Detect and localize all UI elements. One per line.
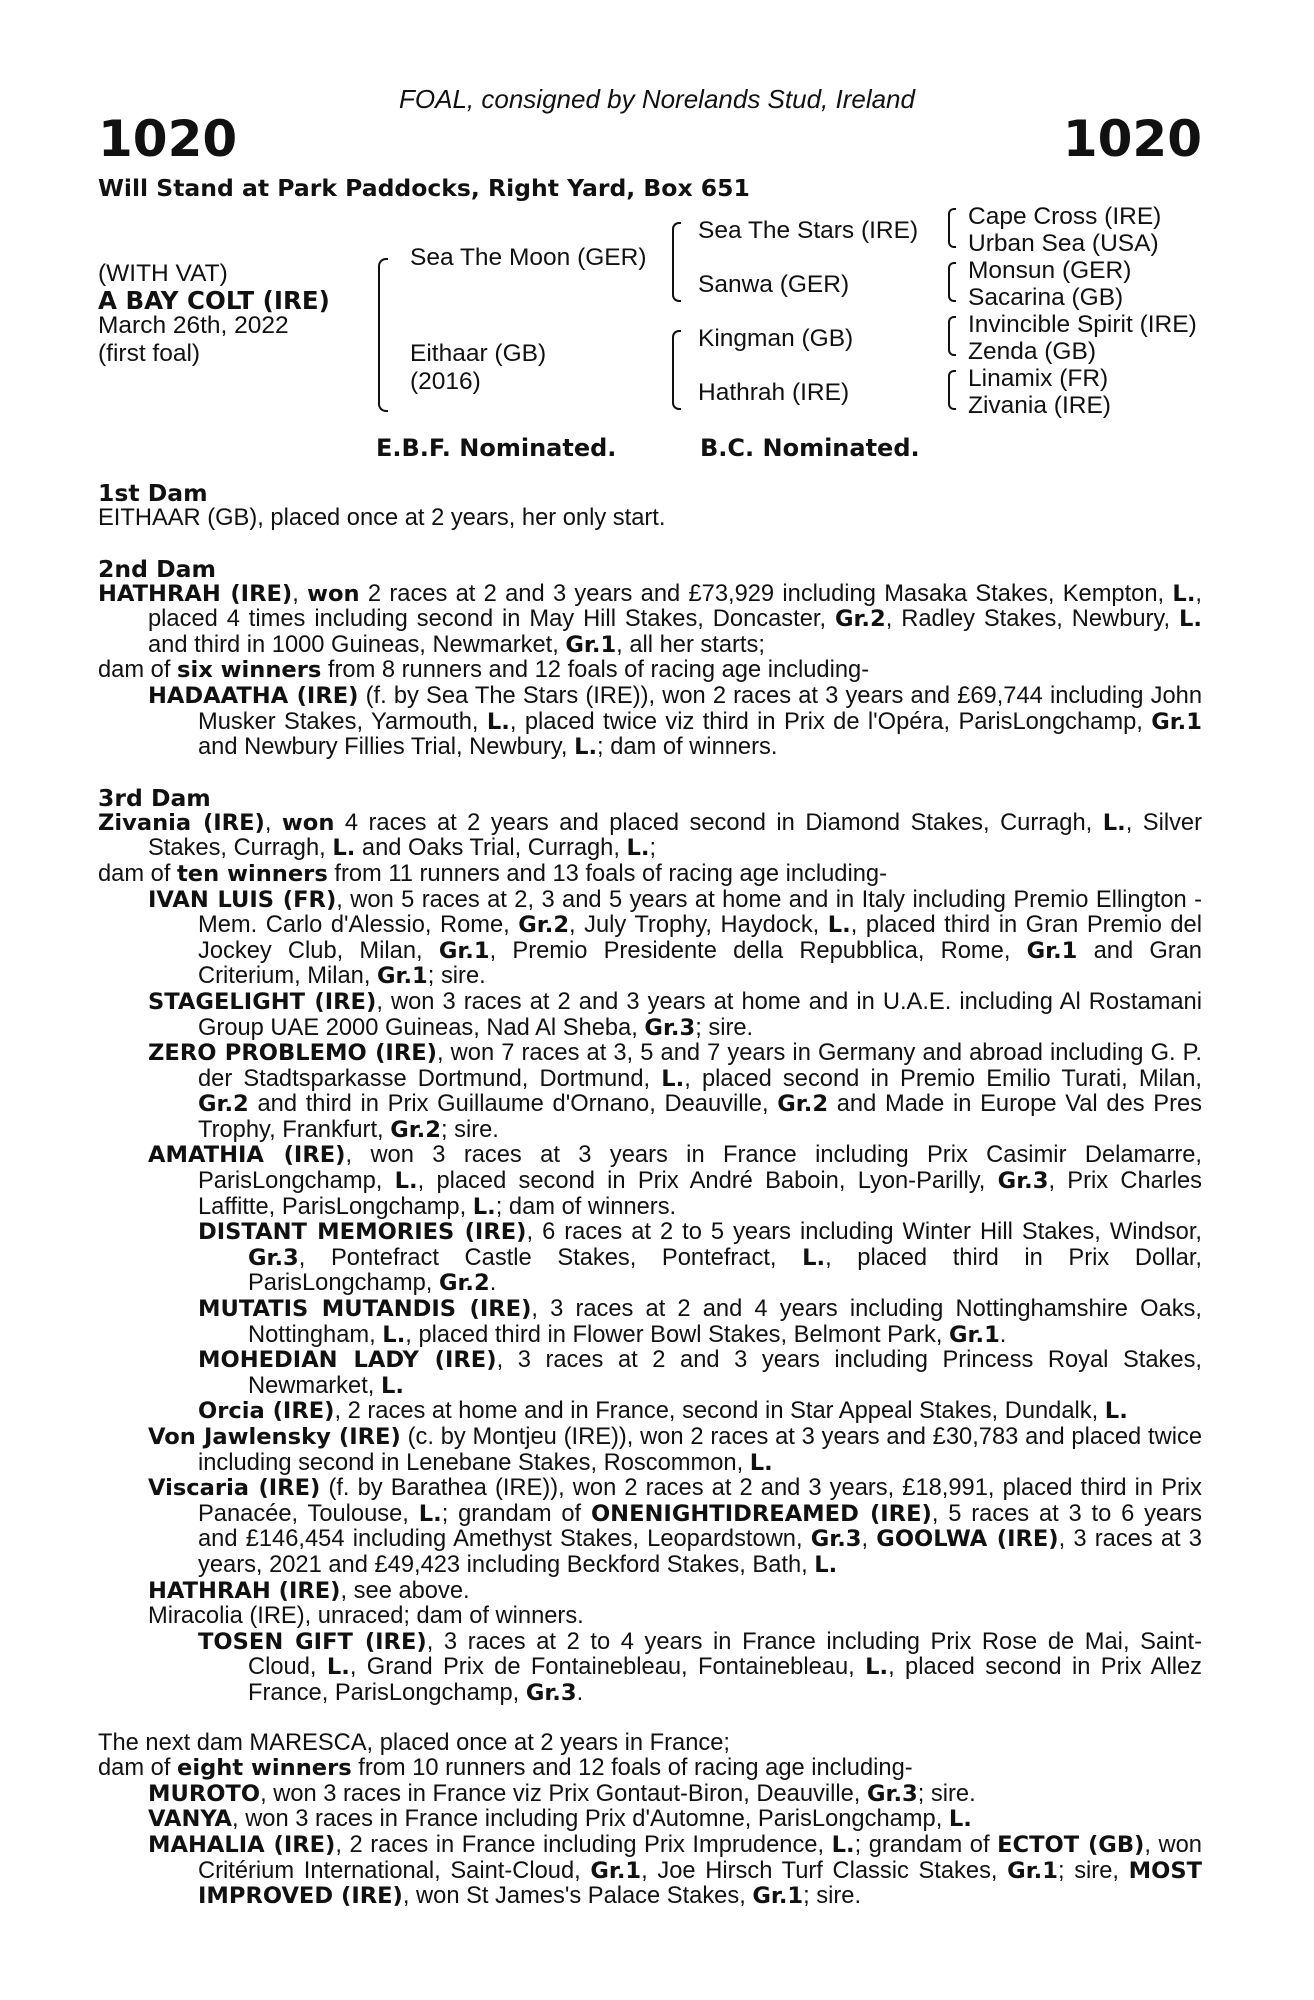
produce-entry: Von Jawlensky (IRE) (c. by Montjeu (IRE)), won 2 races at 3 years and £30,783 and placed twice including second in Lenebane Stakes, Roscommon, L. — [148, 1424, 1202, 1476]
fourth-dam-entry: The next dam MARESCA, placed once at 2 years in France; — [98, 1729, 730, 1756]
pedigree-ssd: Urban Sea (USA) — [968, 230, 1159, 257]
horse-dob: March 26th, 2022 — [98, 312, 289, 339]
pedigree-sss: Cape Cross (IRE) — [968, 203, 1162, 230]
pedigree-dam-year: (2016) — [410, 368, 481, 395]
vat-note: (WITH VAT) — [98, 260, 228, 287]
second-dam-heading: 2nd Dam — [98, 554, 216, 583]
pedigree-brace-main — [378, 258, 388, 412]
pedigree-brace-sd — [948, 262, 956, 302]
pedigree-brace-ds — [948, 316, 956, 356]
produce-entry: IVAN LUIS (FR), won 5 races at 2, 3 and 5 years at home and in Italy including Premio Ellington - Mem. Carlo d'Alessio, Rome, Gr.2, July Trophy, Haydock, L., placed third in Gran Premio del Jockey Club, Milan, Gr.1, Premio Presidente della Repubblica, Rome, Gr.1 and Gran Criterium, Milan, Gr.1; sire. — [148, 886, 1202, 990]
bc-nomination: B.C. Nominated. — [700, 434, 920, 462]
first-dam-text: EITHAAR (GB), placed once at 2 years, her only start. — [98, 505, 666, 531]
pedigree-brace-dd — [948, 370, 956, 410]
produce-entry: STAGELIGHT (IRE), won 3 races at 2 and 3 years at home and in U.A.E. including Al Rostamani Group UAE 2000 Guineas, Nad Al Sheba, Gr.3; sire. — [148, 988, 1202, 1041]
second-dam-entry: HATHRAH (IRE), won 2 races at 2 and 3 years and £73,929 including Masaka Stakes, Kempton, L., placed 4 times including second in May Hill Stakes, Doncaster, Gr.2, Radley Stakes, Newbury, L. and third in 1000 Guineas, Newmarket, Gr.1, all her starts; — [98, 580, 1202, 658]
third-dam-entry: Zivania (IRE), won 4 races at 2 years and placed second in Diamond Stakes, Curragh, L., Silver Stakes, Curragh, L. and Oaks Trial, Curragh, L.; — [98, 809, 1202, 862]
pedigree-dam: Eithaar (GB) — [410, 340, 547, 367]
horse-name: A BAY COLT (IRE) — [98, 286, 330, 315]
produce-entry: MUROTO, won 3 races in France viz Prix Gontaut-Biron, Deauville, Gr.3; sire. — [148, 1780, 976, 1807]
fourth-dam-produce: dam of eight winners from 10 runners and 12 foals of racing age including- — [98, 1755, 913, 1782]
pedigree-brace-sire — [672, 222, 681, 302]
pedigree-ddd: Zivania (IRE) — [968, 392, 1111, 419]
stand-location: Will Stand at Park Paddocks, Right Yard, Box 651 — [98, 174, 750, 202]
pedigree-sire-sire: Sea The Stars (IRE) — [698, 217, 919, 244]
produce-entry: Miracolia (IRE), unraced; dam of winners. — [148, 1603, 584, 1630]
produce-entry: MUTATIS MUTANDIS (IRE), 3 races at 2 and 4 years including Nottinghamshire Oaks, Nottingham, L., placed third in Flower Bowl Stakes, Belmont Park, Gr.1. — [198, 1296, 1202, 1348]
produce-entry: Viscaria (IRE) (f. by Barathea (IRE)), won 2 races at 2 and 3 years, £18,991, placed third in Prix Panacée, Toulouse, L.; grandam of ONENIGHTIDREAMED (IRE), 5 races at 3 to 6 years and £146,454 including Amethyst Stakes, Leopardstown, Gr.3, GOOLWA (IRE), 3 races at 3 years, 2021 and £49,423 including Beckford Stakes, Bath, L. — [148, 1475, 1203, 1578]
lot-number-right: 1020 — [1062, 110, 1202, 168]
pedigree-sire: Sea The Moon (GER) — [410, 244, 647, 271]
produce-entry: HADAATHA (IRE) (f. by Sea The Stars (IRE)), won 2 races at 3 years and £69,744 including John Musker Stakes, Yarmouth, L., placed twice viz third in Prix de l'Opéra, ParisLongchamp, Gr.1 and Newbury Fillies Trial, Newbury, L.; dam of winners. — [148, 682, 1202, 761]
produce-entry: MOHEDIAN LADY (IRE), 3 races at 2 and 3 years including Princess Royal Stakes, Newmarket, L. — [198, 1347, 1202, 1399]
produce-entry: VANYA, won 3 races in France including Prix d'Automne, ParisLongchamp, L. — [148, 1806, 972, 1833]
produce-entry: Orcia (IRE), 2 races at home and in France, second in Star Appeal Stakes, Dundalk, L. — [198, 1398, 1128, 1425]
third-dam-produce: dam of ten winners from 11 runners and 13 foals of racing age including- — [98, 860, 887, 887]
produce-entry: MAHALIA (IRE), 2 races in France including Prix Imprudence, L.; grandam of ECTOT (GB), won Critérium International, Saint-Cloud, Gr.1, Joe Hirsch Turf Classic Stakes, Gr.1; sire, MOST IMPROVED (IRE), won St James's Palace Stakes, Gr.1; sire. — [148, 1831, 1202, 1910]
first-dam-heading: 1st Dam — [98, 479, 208, 507]
third-dam-heading: 3rd Dam — [98, 783, 211, 812]
catalogue-body — [98, 480, 1202, 1910]
consignor-line: FOAL, consigned by Norelands Stud, Ireland — [399, 84, 915, 114]
pedigree-sire-dam: Sanwa (GER) — [698, 271, 850, 298]
produce-entry: HATHRAH (IRE), see above. — [148, 1577, 470, 1604]
produce-entry: AMATHIA (IRE), won 3 races at 3 years in France including Prix Casimir Delamarre, ParisLongchamp, L., placed second in Prix André Baboin, Lyon-Parilly, Gr.3, Prix Charles Laffitte, ParisLongchamp, L.; dam of winners. — [148, 1142, 1202, 1220]
pedigree-sds: Monsun (GER) — [968, 257, 1132, 284]
foal-note: (first foal) — [98, 340, 201, 367]
pedigree-brace-dam — [672, 330, 681, 410]
pedigree-dam-sire: Kingman (GB) — [698, 325, 854, 352]
produce-entry: TOSEN GIFT (IRE), 3 races at 2 to 4 years in France including Prix Rose de Mai, Saint-Cloud, L., Grand Prix de Fontainebleau, Fontainebleau, L., placed second in Prix Allez France, ParisLongchamp, Gr.3. — [198, 1628, 1203, 1706]
pedigree-dds: Linamix (FR) — [968, 365, 1109, 392]
pedigree-dsd: Zenda (GB) — [968, 338, 1096, 365]
pedigree-brace-ss — [948, 208, 956, 248]
produce-entry: ZERO PROBLEMO (IRE), won 7 races at 3, 5 and 7 years in Germany and abroad including G. P. der Stadtsparkasse Dortmund, Dortmund, L., placed second in Premio Emilio Turati, Milan, Gr.2 and third in Prix Guillaume d'Ornano, Deauville, Gr.2 and Made in Europe Val des Pres Trophy, Frankfurt, Gr.2; sire. — [148, 1040, 1203, 1143]
pedigree-dss: Invincible Spirit (IRE) — [968, 311, 1197, 338]
pedigree-sdd: Sacarina (GB) — [968, 284, 1124, 311]
lot-number-left: 1020 — [98, 110, 238, 168]
pedigree-dam-dam: Hathrah (IRE) — [698, 379, 850, 406]
ebf-nomination: E.B.F. Nominated. — [376, 434, 617, 462]
produce-entry: DISTANT MEMORIES (IRE), 6 races at 2 to 5 years including Winter Hill Stakes, Windsor, Gr.3, Pontefract Castle Stakes, Pontefract, L., placed third in Prix Dollar, ParisLongchamp, Gr.2. — [198, 1219, 1202, 1297]
second-dam-produce: dam of six winners from 8 runners and 12 foals of racing age including- — [98, 657, 870, 684]
